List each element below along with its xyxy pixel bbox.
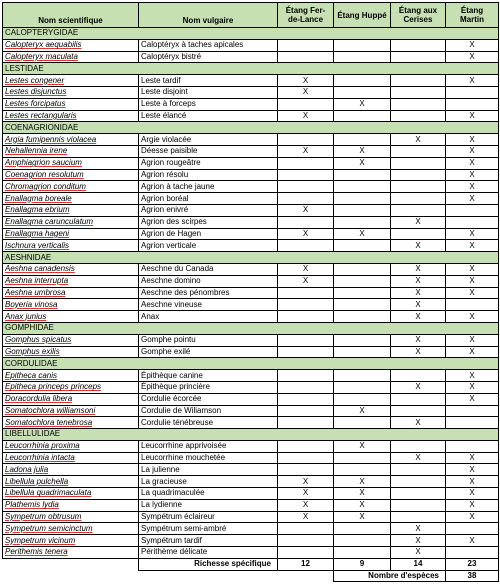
common-name: Sympétrum tardif	[139, 535, 278, 547]
species-row	[3, 547, 499, 559]
presence-mark	[334, 181, 391, 193]
presence-mark: X	[334, 98, 391, 110]
presence-mark: X	[391, 299, 446, 311]
presence-mark	[278, 452, 334, 464]
family-name: AESHNIDAE	[3, 252, 499, 264]
presence-mark	[278, 381, 334, 393]
presence-mark	[278, 169, 334, 181]
presence-mark	[391, 393, 446, 405]
presence-mark: X	[391, 134, 446, 146]
family-name: COENAGRIONIDAE	[3, 122, 499, 134]
family-row	[3, 322, 499, 334]
family-name: CALOPTERYGIDAE	[3, 28, 499, 40]
presence-mark	[391, 440, 446, 452]
header-site-martin: Étang Martin	[446, 3, 499, 28]
presence-mark	[391, 39, 446, 51]
common-name: Leste tardif	[139, 75, 278, 87]
presence-mark: X	[446, 346, 499, 358]
common-name: Anax	[139, 311, 278, 323]
presence-mark: X	[446, 145, 499, 157]
presence-mark	[334, 204, 391, 216]
presence-mark: X	[391, 452, 446, 464]
species-row	[3, 263, 499, 275]
presence-mark	[334, 334, 391, 346]
common-name: Leucorrhine mouchetée	[139, 452, 278, 464]
presence-mark: X	[446, 511, 499, 523]
presence-mark: X	[278, 476, 334, 488]
scientific-name: Sympetrum semicinctum	[3, 523, 139, 535]
presence-mark	[391, 464, 446, 476]
family-row	[3, 429, 499, 441]
header-scientific-name: Nom scientifique	[3, 3, 139, 28]
presence-mark	[334, 275, 391, 287]
presence-mark	[334, 370, 391, 382]
common-name: Leste disjoint	[139, 86, 278, 98]
presence-mark	[391, 181, 446, 193]
presence-mark: X	[278, 145, 334, 157]
species-row	[3, 145, 499, 157]
presence-mark	[334, 39, 391, 51]
scientific-name: Epitheca canis	[3, 370, 139, 382]
presence-mark: X	[446, 393, 499, 405]
presence-mark	[334, 110, 391, 122]
header-site-cerises: Étang aux Cerises	[391, 3, 446, 28]
common-name: Agrion enivré	[139, 204, 278, 216]
header-row	[3, 3, 499, 28]
common-name: La quadrimaculée	[139, 488, 278, 500]
presence-mark: X	[391, 381, 446, 393]
species-row	[3, 287, 499, 299]
presence-mark: X	[334, 145, 391, 157]
presence-mark: X	[446, 464, 499, 476]
scientific-name: Boyeria vinosa	[3, 299, 139, 311]
presence-mark	[446, 86, 499, 98]
species-row	[3, 499, 499, 511]
common-name: Épithèque princière	[139, 381, 278, 393]
scientific-name: Libellula quadrimaculata	[3, 488, 139, 500]
presence-mark: X	[446, 370, 499, 382]
scientific-name: Lestes forcipatus	[3, 98, 139, 110]
presence-mark: X	[278, 204, 334, 216]
species-row	[3, 440, 499, 452]
presence-mark	[278, 417, 334, 429]
presence-mark	[391, 511, 446, 523]
family-name: LESTIDAE	[3, 63, 499, 75]
species-row	[3, 370, 499, 382]
total-label: Nombre d'espèces	[334, 570, 446, 582]
presence-mark: X	[446, 476, 499, 488]
scientific-name: Calopteryx maculata	[3, 51, 139, 63]
species-row	[3, 311, 499, 323]
presence-mark: X	[391, 216, 446, 228]
presence-mark: X	[391, 334, 446, 346]
presence-mark: X	[334, 476, 391, 488]
species-row	[3, 51, 499, 63]
total-value: 38	[446, 570, 499, 582]
scientific-name: Ischnura verticalis	[3, 240, 139, 252]
species-row	[3, 381, 499, 393]
presence-mark	[278, 370, 334, 382]
presence-mark	[278, 311, 334, 323]
presence-mark: X	[391, 240, 446, 252]
species-row	[3, 181, 499, 193]
presence-mark	[278, 346, 334, 358]
common-name: Aeschne domino	[139, 275, 278, 287]
common-name: Argie violacée	[139, 134, 278, 146]
species-row	[3, 488, 499, 500]
species-row	[3, 216, 499, 228]
presence-mark: X	[446, 228, 499, 240]
common-name: Agrion des scirpes	[139, 216, 278, 228]
scientific-name: Aeshna canadensis	[3, 263, 139, 275]
family-name: LIBELLULIDAE	[3, 429, 499, 441]
presence-mark	[278, 39, 334, 51]
presence-mark	[334, 193, 391, 205]
presence-mark	[391, 204, 446, 216]
presence-mark	[334, 535, 391, 547]
common-name: Cordulie ténébreuse	[139, 417, 278, 429]
presence-mark: X	[391, 535, 446, 547]
presence-mark	[278, 240, 334, 252]
family-row	[3, 63, 499, 75]
presence-mark: X	[278, 275, 334, 287]
presence-mark	[391, 476, 446, 488]
presence-mark: X	[334, 157, 391, 169]
richness-label: Richesse spécifique	[139, 558, 278, 570]
presence-mark	[334, 381, 391, 393]
presence-mark: X	[446, 263, 499, 275]
presence-mark: X	[334, 488, 391, 500]
common-name: Déesse paisible	[139, 145, 278, 157]
species-row	[3, 39, 499, 51]
scientific-name: Enallagma carunculatum	[3, 216, 139, 228]
presence-mark	[391, 499, 446, 511]
common-name: Aeschne du Canada	[139, 263, 278, 275]
presence-mark: X	[391, 523, 446, 535]
species-row	[3, 417, 499, 429]
common-name: Sympétrum semi-ambré	[139, 523, 278, 535]
presence-mark: X	[446, 334, 499, 346]
presence-mark	[391, 488, 446, 500]
presence-mark	[334, 299, 391, 311]
scientific-name: Leucorrhinia intacta	[3, 452, 139, 464]
family-name: CORDULIDAE	[3, 358, 499, 370]
richness-value: 14	[391, 558, 446, 570]
presence-mark	[446, 523, 499, 535]
presence-mark: X	[446, 381, 499, 393]
species-row	[3, 405, 499, 417]
common-name: Aeschne des pénombres	[139, 287, 278, 299]
presence-mark: X	[446, 51, 499, 63]
family-name: GOMPHIDAE	[3, 322, 499, 334]
presence-mark	[334, 464, 391, 476]
header-site-fer-de-lance: Étang Fer-de-Lance	[278, 3, 334, 28]
scientific-name: Calopteryx aequabilis	[3, 39, 139, 51]
presence-mark	[391, 405, 446, 417]
scientific-name: Gomphus exilis	[3, 346, 139, 358]
common-name: Agrion boréal	[139, 193, 278, 205]
presence-mark: X	[446, 157, 499, 169]
species-row	[3, 535, 499, 547]
presence-mark: X	[391, 417, 446, 429]
presence-mark: X	[446, 311, 499, 323]
presence-mark: X	[446, 110, 499, 122]
species-row	[3, 452, 499, 464]
common-name: Agrion résolu	[139, 169, 278, 181]
presence-mark: X	[391, 547, 446, 559]
common-name: Leste à forceps	[139, 98, 278, 110]
common-name: Leucorrhine apprivoisée	[139, 440, 278, 452]
presence-mark	[446, 299, 499, 311]
presence-mark: X	[334, 499, 391, 511]
common-name: Épithèque canine	[139, 370, 278, 382]
presence-mark	[334, 393, 391, 405]
scientific-name: Lestes disjunctus	[3, 86, 139, 98]
scientific-name: Leucorrhinia proxima	[3, 440, 139, 452]
presence-mark: X	[446, 75, 499, 87]
scientific-name: Doracordulia libera	[3, 393, 139, 405]
scientific-name: Amphiagrion saucium	[3, 157, 139, 169]
presence-mark	[278, 464, 334, 476]
presence-mark	[334, 547, 391, 559]
presence-mark	[391, 370, 446, 382]
common-name: Sympétrum éclaireur	[139, 511, 278, 523]
species-row	[3, 86, 499, 98]
presence-mark	[334, 169, 391, 181]
presence-mark	[278, 535, 334, 547]
presence-mark: X	[334, 228, 391, 240]
presence-mark	[278, 405, 334, 417]
scientific-name: Enallagma boreale	[3, 193, 139, 205]
presence-mark	[278, 216, 334, 228]
species-row	[3, 275, 499, 287]
presence-mark	[446, 405, 499, 417]
common-name: Caloptéryx à taches apicales	[139, 39, 278, 51]
presence-mark: X	[391, 287, 446, 299]
presence-mark	[391, 75, 446, 87]
presence-mark: X	[278, 86, 334, 98]
scientific-name: Epitheca princeps princeps	[3, 381, 139, 393]
scientific-name: Lestes rectangularis	[3, 110, 139, 122]
presence-mark	[278, 134, 334, 146]
presence-mark	[278, 287, 334, 299]
presence-mark: X	[446, 535, 499, 547]
common-name: Caloptéryx bistré	[139, 51, 278, 63]
presence-mark	[334, 216, 391, 228]
presence-mark	[334, 417, 391, 429]
species-row	[3, 193, 499, 205]
common-name: Leste élancé	[139, 110, 278, 122]
presence-mark	[278, 334, 334, 346]
presence-mark	[334, 51, 391, 63]
presence-mark	[446, 204, 499, 216]
presence-mark	[334, 523, 391, 535]
presence-mark	[391, 110, 446, 122]
presence-mark: X	[391, 311, 446, 323]
presence-mark: X	[278, 228, 334, 240]
presence-mark	[278, 440, 334, 452]
presence-mark: X	[278, 499, 334, 511]
presence-mark	[278, 523, 334, 535]
species-row	[3, 204, 499, 216]
richness-value: 12	[278, 558, 334, 570]
common-name: La julienne	[139, 464, 278, 476]
richness-value: 23	[446, 558, 499, 570]
presence-mark	[334, 86, 391, 98]
scientific-name: Ladona julia	[3, 464, 139, 476]
presence-mark: X	[446, 275, 499, 287]
common-name: Aeschne vineuse	[139, 299, 278, 311]
species-row	[3, 511, 499, 523]
total-row	[3, 570, 499, 582]
presence-mark	[391, 145, 446, 157]
species-row	[3, 134, 499, 146]
presence-mark	[278, 51, 334, 63]
scientific-name: Perithemis tenera	[3, 547, 139, 559]
common-name: La lydienne	[139, 499, 278, 511]
presence-mark: X	[446, 499, 499, 511]
species-row	[3, 334, 499, 346]
scientific-name: Nehallennia irene	[3, 145, 139, 157]
species-row	[3, 110, 499, 122]
common-name: Agrion à tache jaune	[139, 181, 278, 193]
presence-mark	[446, 98, 499, 110]
presence-mark: X	[278, 110, 334, 122]
richness-row	[3, 558, 499, 570]
presence-mark	[391, 228, 446, 240]
presence-mark: X	[446, 39, 499, 51]
presence-mark	[446, 216, 499, 228]
presence-mark	[446, 547, 499, 559]
family-row	[3, 28, 499, 40]
presence-mark	[391, 86, 446, 98]
common-name: Agrion verticale	[139, 240, 278, 252]
presence-mark	[278, 193, 334, 205]
family-row	[3, 252, 499, 264]
presence-mark	[391, 157, 446, 169]
presence-mark	[391, 51, 446, 63]
presence-mark	[278, 299, 334, 311]
species-row	[3, 523, 499, 535]
scientific-name: Lestes congener	[3, 75, 139, 87]
presence-mark	[334, 134, 391, 146]
presence-mark	[334, 263, 391, 275]
scientific-name: Enallagma ebrium	[3, 204, 139, 216]
presence-mark	[278, 157, 334, 169]
scientific-name: Enallagma hageni	[3, 228, 139, 240]
presence-mark: X	[446, 193, 499, 205]
presence-mark	[278, 393, 334, 405]
presence-mark	[334, 452, 391, 464]
common-name: Agrion de Hagen	[139, 228, 278, 240]
scientific-name: Aeshna umbrosa	[3, 287, 139, 299]
scientific-name: Libellula pulchella	[3, 476, 139, 488]
species-row	[3, 98, 499, 110]
presence-mark	[446, 417, 499, 429]
species-row	[3, 393, 499, 405]
scientific-name: Argia fumipennis violacea	[3, 134, 139, 146]
species-row	[3, 476, 499, 488]
presence-mark	[334, 311, 391, 323]
common-name: La gracieuse	[139, 476, 278, 488]
species-row	[3, 240, 499, 252]
species-row	[3, 464, 499, 476]
family-row	[3, 122, 499, 134]
presence-mark: X	[446, 240, 499, 252]
species-row	[3, 346, 499, 358]
scientific-name: Coenagrion resolutum	[3, 169, 139, 181]
presence-mark: X	[278, 511, 334, 523]
species-table	[2, 2, 499, 582]
presence-mark: X	[446, 287, 499, 299]
richness-value: 9	[334, 558, 391, 570]
presence-mark: X	[446, 134, 499, 146]
presence-mark: X	[446, 181, 499, 193]
presence-mark	[334, 75, 391, 87]
presence-mark: X	[446, 452, 499, 464]
scientific-name: Chromagrion conditum	[3, 181, 139, 193]
presence-mark: X	[446, 488, 499, 500]
presence-mark: X	[334, 440, 391, 452]
species-row	[3, 228, 499, 240]
presence-mark: X	[391, 346, 446, 358]
presence-mark: X	[278, 263, 334, 275]
presence-mark	[391, 169, 446, 181]
species-row	[3, 157, 499, 169]
presence-mark	[391, 98, 446, 110]
common-name: Cordulie écorcée	[139, 393, 278, 405]
common-name: Gomphe exilé	[139, 346, 278, 358]
presence-mark: X	[334, 511, 391, 523]
species-table-body	[3, 28, 499, 559]
species-row	[3, 169, 499, 181]
scientific-name: Aeshna interrupta	[3, 275, 139, 287]
presence-mark	[278, 98, 334, 110]
presence-mark: X	[391, 263, 446, 275]
presence-mark: X	[391, 275, 446, 287]
common-name: Agrion rougeâtre	[139, 157, 278, 169]
presence-mark: X	[334, 405, 391, 417]
presence-mark: X	[446, 169, 499, 181]
header-common-name: Nom vulgaire	[139, 3, 278, 28]
species-row	[3, 75, 499, 87]
presence-mark: X	[278, 75, 334, 87]
family-row	[3, 358, 499, 370]
presence-mark: X	[278, 488, 334, 500]
presence-mark	[391, 193, 446, 205]
presence-mark	[278, 547, 334, 559]
scientific-name: Somatochlora williamsoni	[3, 405, 139, 417]
scientific-name: Sympetrum obtrusum	[3, 511, 139, 523]
presence-mark	[334, 287, 391, 299]
common-name: Périthème délicate	[139, 547, 278, 559]
scientific-name: Sympetrum vicinum	[3, 535, 139, 547]
species-row	[3, 299, 499, 311]
scientific-name: Plathemis lydia	[3, 499, 139, 511]
common-name: Gomphe pointu	[139, 334, 278, 346]
presence-mark	[334, 346, 391, 358]
presence-mark	[278, 181, 334, 193]
scientific-name: Gomphus spicatus	[3, 334, 139, 346]
scientific-name: Somatochlora tenebrosa	[3, 417, 139, 429]
presence-mark	[446, 440, 499, 452]
common-name: Cordulie de Wiliamson	[139, 405, 278, 417]
header-site-huppe: Étang Huppé	[334, 3, 391, 28]
presence-mark	[334, 240, 391, 252]
scientific-name: Anax junius	[3, 311, 139, 323]
